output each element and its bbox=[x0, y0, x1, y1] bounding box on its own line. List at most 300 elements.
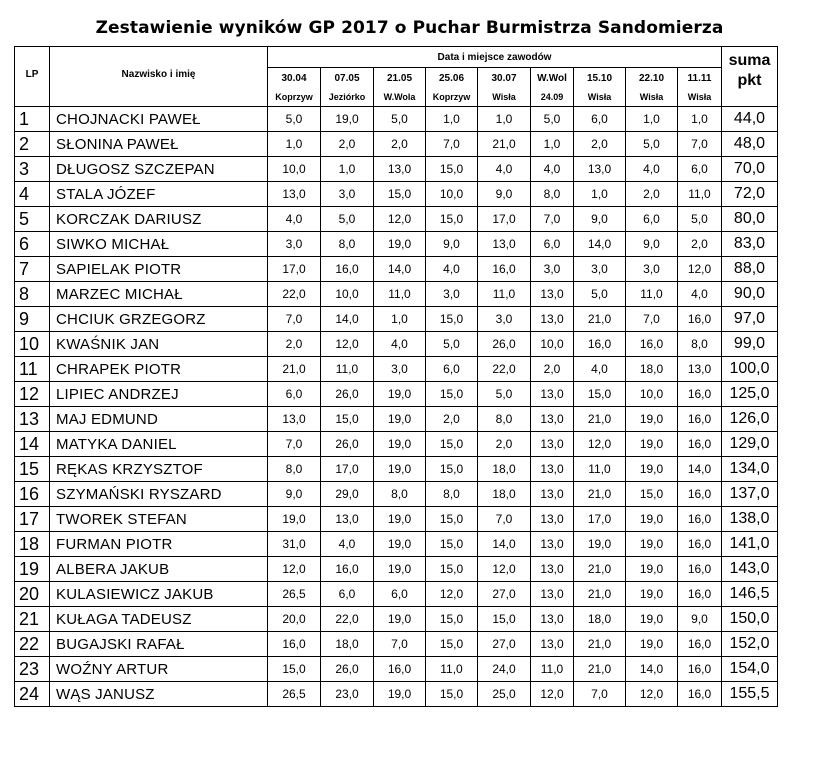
cell-score: 11,0 bbox=[321, 357, 374, 382]
cell-score: 16,0 bbox=[678, 507, 722, 532]
cell-score: 19,0 bbox=[268, 507, 321, 532]
cell-score: 13,0 bbox=[321, 507, 374, 532]
cell-score: 12,0 bbox=[678, 257, 722, 282]
cell-score: 3,0 bbox=[268, 232, 321, 257]
cell-score: 15,0 bbox=[426, 632, 478, 657]
cell-score: 11,0 bbox=[426, 657, 478, 682]
cell-score: 6,0 bbox=[268, 382, 321, 407]
cell-score: 5,0 bbox=[426, 332, 478, 357]
cell-score: 21,0 bbox=[574, 657, 626, 682]
cell-score: 13,0 bbox=[531, 582, 574, 607]
cell-score: 16,0 bbox=[574, 332, 626, 357]
cell-name: STALA JÓZEF bbox=[50, 182, 268, 207]
cell-score: 21,0 bbox=[574, 632, 626, 657]
table-row bbox=[15, 582, 778, 607]
cell-score: 4,0 bbox=[574, 357, 626, 382]
header-event-place: Wisła bbox=[574, 88, 626, 107]
cell-name: KUŁAGA TADEUSZ bbox=[50, 607, 268, 632]
cell-score: 15,0 bbox=[426, 557, 478, 582]
cell-score: 13,0 bbox=[374, 157, 426, 182]
cell-score: 1,0 bbox=[626, 107, 678, 132]
cell-score: 13,0 bbox=[531, 432, 574, 457]
cell-score: 7,0 bbox=[268, 432, 321, 457]
cell-score: 10,0 bbox=[626, 382, 678, 407]
cell-score: 15,0 bbox=[426, 207, 478, 232]
cell-score: 10,0 bbox=[321, 282, 374, 307]
cell-name: WOŹNY ARTUR bbox=[50, 657, 268, 682]
cell-score: 15,0 bbox=[426, 532, 478, 557]
cell-lp: 10 bbox=[15, 332, 50, 357]
cell-score: 7,0 bbox=[531, 207, 574, 232]
header-event-date: W.Wol bbox=[531, 68, 574, 89]
cell-score: 4,0 bbox=[268, 207, 321, 232]
cell-score: 13,0 bbox=[478, 232, 531, 257]
cell-lp: 24 bbox=[15, 682, 50, 707]
cell-score: 1,0 bbox=[426, 107, 478, 132]
cell-score: 12,0 bbox=[574, 432, 626, 457]
cell-score: 11,0 bbox=[531, 657, 574, 682]
cell-lp: 13 bbox=[15, 407, 50, 432]
cell-sum: 137,0 bbox=[722, 482, 778, 507]
cell-score: 19,0 bbox=[626, 532, 678, 557]
cell-score: 4,0 bbox=[478, 157, 531, 182]
cell-score: 2,0 bbox=[626, 182, 678, 207]
cell-score: 21,0 bbox=[268, 357, 321, 382]
cell-score: 19,0 bbox=[374, 407, 426, 432]
cell-score: 19,0 bbox=[574, 532, 626, 557]
cell-score: 14,0 bbox=[478, 532, 531, 557]
cell-score: 9,0 bbox=[678, 607, 722, 632]
cell-score: 16,0 bbox=[678, 682, 722, 707]
cell-score: 19,0 bbox=[374, 232, 426, 257]
cell-score: 9,0 bbox=[268, 482, 321, 507]
header-event-date: 30.07 bbox=[478, 68, 531, 89]
cell-sum: 48,0 bbox=[722, 132, 778, 157]
cell-score: 23,0 bbox=[321, 682, 374, 707]
cell-name: CHCIUK GRZEGORZ bbox=[50, 307, 268, 332]
table-row bbox=[15, 557, 778, 582]
header-event-date: 11.11 bbox=[678, 68, 722, 89]
header-events-group: Data i miejsce zawodów bbox=[268, 47, 722, 68]
cell-sum: 138,0 bbox=[722, 507, 778, 532]
cell-score: 19,0 bbox=[374, 457, 426, 482]
cell-sum: 129,0 bbox=[722, 432, 778, 457]
cell-score: 19,0 bbox=[626, 557, 678, 582]
cell-name: KWAŚNIK JAN bbox=[50, 332, 268, 357]
page-title: Zestawienie wyników GP 2017 o Puchar Burmistrza Sandomierza bbox=[95, 18, 724, 38]
cell-score: 2,0 bbox=[478, 432, 531, 457]
cell-lp: 11 bbox=[15, 357, 50, 382]
cell-score: 16,0 bbox=[678, 432, 722, 457]
cell-score: 19,0 bbox=[374, 382, 426, 407]
cell-lp: 12 bbox=[15, 382, 50, 407]
cell-score: 12,0 bbox=[531, 682, 574, 707]
cell-sum: 90,0 bbox=[722, 282, 778, 307]
cell-score: 5,0 bbox=[321, 207, 374, 232]
cell-score: 5,0 bbox=[374, 107, 426, 132]
cell-lp: 21 bbox=[15, 607, 50, 632]
table-row bbox=[15, 157, 778, 182]
cell-sum: 126,0 bbox=[722, 407, 778, 432]
cell-lp: 5 bbox=[15, 207, 50, 232]
cell-score: 4,0 bbox=[374, 332, 426, 357]
cell-score: 17,0 bbox=[574, 507, 626, 532]
table-row bbox=[15, 182, 778, 207]
cell-score: 1,0 bbox=[531, 132, 574, 157]
cell-score: 13,0 bbox=[531, 457, 574, 482]
cell-score: 1,0 bbox=[268, 132, 321, 157]
cell-score: 5,0 bbox=[531, 107, 574, 132]
header-name: Nazwisko i imię bbox=[50, 47, 268, 107]
header-event-place: Wisła bbox=[626, 88, 678, 107]
cell-score: 16,0 bbox=[678, 557, 722, 582]
header-event-place: Wisła bbox=[678, 88, 722, 107]
cell-score: 1,0 bbox=[321, 157, 374, 182]
cell-score: 26,0 bbox=[321, 432, 374, 457]
cell-score: 16,0 bbox=[678, 582, 722, 607]
cell-score: 22,0 bbox=[478, 357, 531, 382]
cell-score: 26,0 bbox=[321, 382, 374, 407]
cell-score: 4,0 bbox=[626, 157, 678, 182]
cell-score: 21,0 bbox=[574, 557, 626, 582]
cell-name: LIPIEC ANDRZEJ bbox=[50, 382, 268, 407]
table-row bbox=[15, 307, 778, 332]
cell-score: 16,0 bbox=[678, 657, 722, 682]
cell-score: 2,0 bbox=[268, 332, 321, 357]
cell-score: 8,0 bbox=[531, 182, 574, 207]
cell-score: 12,0 bbox=[426, 582, 478, 607]
table-row bbox=[15, 432, 778, 457]
cell-score: 2,0 bbox=[574, 132, 626, 157]
cell-lp: 14 bbox=[15, 432, 50, 457]
cell-score: 15,0 bbox=[426, 157, 478, 182]
cell-name: SIWKO MICHAŁ bbox=[50, 232, 268, 257]
cell-score: 7,0 bbox=[478, 507, 531, 532]
table-row bbox=[15, 632, 778, 657]
cell-score: 15,0 bbox=[426, 607, 478, 632]
cell-score: 19,0 bbox=[374, 557, 426, 582]
cell-score: 29,0 bbox=[321, 482, 374, 507]
cell-score: 21,0 bbox=[574, 582, 626, 607]
cell-score: 17,0 bbox=[478, 207, 531, 232]
cell-score: 14,0 bbox=[321, 307, 374, 332]
cell-score: 15,0 bbox=[268, 657, 321, 682]
cell-score: 9,0 bbox=[626, 232, 678, 257]
cell-name: ALBERA JAKUB bbox=[50, 557, 268, 582]
cell-sum: 125,0 bbox=[722, 382, 778, 407]
cell-score: 19,0 bbox=[626, 432, 678, 457]
cell-score: 16,0 bbox=[374, 657, 426, 682]
cell-sum: 83,0 bbox=[722, 232, 778, 257]
cell-score: 12,0 bbox=[374, 207, 426, 232]
table-row bbox=[15, 132, 778, 157]
cell-score: 7,0 bbox=[678, 132, 722, 157]
cell-score: 13,0 bbox=[531, 557, 574, 582]
cell-score: 2,0 bbox=[426, 407, 478, 432]
cell-score: 2,0 bbox=[321, 132, 374, 157]
cell-score: 18,0 bbox=[478, 482, 531, 507]
cell-sum: 80,0 bbox=[722, 207, 778, 232]
cell-score: 6,0 bbox=[626, 207, 678, 232]
cell-score: 21,0 bbox=[574, 307, 626, 332]
cell-score: 8,0 bbox=[268, 457, 321, 482]
table-row bbox=[15, 507, 778, 532]
cell-score: 5,0 bbox=[678, 207, 722, 232]
cell-lp: 7 bbox=[15, 257, 50, 282]
cell-score: 13,0 bbox=[268, 407, 321, 432]
cell-score: 21,0 bbox=[574, 407, 626, 432]
cell-score: 12,0 bbox=[478, 557, 531, 582]
cell-score: 15,0 bbox=[478, 607, 531, 632]
cell-score: 17,0 bbox=[268, 257, 321, 282]
cell-score: 19,0 bbox=[321, 107, 374, 132]
cell-name: RĘKAS KRZYSZTOF bbox=[50, 457, 268, 482]
header-sum: suma pkt bbox=[722, 47, 778, 107]
table-row bbox=[15, 482, 778, 507]
cell-score: 13,0 bbox=[268, 182, 321, 207]
cell-score: 19,0 bbox=[374, 607, 426, 632]
cell-name: CHRAPEK PIOTR bbox=[50, 357, 268, 382]
cell-score: 13,0 bbox=[531, 407, 574, 432]
cell-score: 13,0 bbox=[678, 357, 722, 382]
cell-sum: 44,0 bbox=[722, 107, 778, 132]
cell-score: 15,0 bbox=[374, 182, 426, 207]
cell-lp: 1 bbox=[15, 107, 50, 132]
cell-sum: 134,0 bbox=[722, 457, 778, 482]
table-row bbox=[15, 607, 778, 632]
cell-score: 7,0 bbox=[426, 132, 478, 157]
cell-score: 16,0 bbox=[626, 332, 678, 357]
cell-score: 11,0 bbox=[626, 282, 678, 307]
cell-score: 19,0 bbox=[626, 507, 678, 532]
cell-score: 6,0 bbox=[374, 582, 426, 607]
table-row bbox=[15, 257, 778, 282]
cell-name: FURMAN PIOTR bbox=[50, 532, 268, 557]
table-row bbox=[15, 282, 778, 307]
cell-score: 15,0 bbox=[426, 507, 478, 532]
cell-score: 18,0 bbox=[574, 607, 626, 632]
cell-score: 13,0 bbox=[531, 282, 574, 307]
table-row bbox=[15, 232, 778, 257]
cell-score: 2,0 bbox=[531, 357, 574, 382]
cell-score: 19,0 bbox=[626, 607, 678, 632]
header-event-date: 07.05 bbox=[321, 68, 374, 89]
header-event-date: 30.04 bbox=[268, 68, 321, 89]
header-event-place: Koprzyw bbox=[426, 88, 478, 107]
cell-score: 4,0 bbox=[321, 532, 374, 557]
cell-score: 3,0 bbox=[478, 307, 531, 332]
cell-score: 26,5 bbox=[268, 682, 321, 707]
cell-score: 19,0 bbox=[374, 432, 426, 457]
cell-lp: 16 bbox=[15, 482, 50, 507]
cell-score: 22,0 bbox=[321, 607, 374, 632]
cell-score: 19,0 bbox=[374, 532, 426, 557]
cell-lp: 23 bbox=[15, 657, 50, 682]
header-event-place: 24.09 bbox=[531, 88, 574, 107]
cell-score: 4,0 bbox=[531, 157, 574, 182]
cell-score: 6,0 bbox=[678, 157, 722, 182]
cell-score: 27,0 bbox=[478, 582, 531, 607]
table-row bbox=[15, 382, 778, 407]
cell-score: 16,0 bbox=[478, 257, 531, 282]
cell-name: CHOJNACKI PAWEŁ bbox=[50, 107, 268, 132]
table-row bbox=[15, 457, 778, 482]
table-row bbox=[15, 332, 778, 357]
cell-lp: 3 bbox=[15, 157, 50, 182]
cell-name: BUGAJSKI RAFAŁ bbox=[50, 632, 268, 657]
cell-score: 21,0 bbox=[574, 482, 626, 507]
cell-score: 19,0 bbox=[626, 457, 678, 482]
cell-score: 16,0 bbox=[678, 382, 722, 407]
cell-lp: 22 bbox=[15, 632, 50, 657]
cell-lp: 15 bbox=[15, 457, 50, 482]
header-event-date: 22.10 bbox=[626, 68, 678, 89]
cell-score: 6,0 bbox=[321, 582, 374, 607]
cell-score: 3,0 bbox=[321, 182, 374, 207]
cell-lp: 20 bbox=[15, 582, 50, 607]
cell-score: 18,0 bbox=[321, 632, 374, 657]
cell-sum: 141,0 bbox=[722, 532, 778, 557]
cell-score: 1,0 bbox=[574, 182, 626, 207]
table-row bbox=[15, 682, 778, 707]
cell-score: 15,0 bbox=[426, 682, 478, 707]
table-row bbox=[15, 657, 778, 682]
cell-score: 16,0 bbox=[678, 482, 722, 507]
header-event-place: Jeziórko bbox=[321, 88, 374, 107]
cell-score: 15,0 bbox=[426, 432, 478, 457]
cell-score: 22,0 bbox=[268, 282, 321, 307]
cell-score: 14,0 bbox=[626, 657, 678, 682]
cell-score: 1,0 bbox=[678, 107, 722, 132]
cell-score: 6,0 bbox=[426, 357, 478, 382]
cell-score: 13,0 bbox=[531, 307, 574, 332]
cell-score: 24,0 bbox=[478, 657, 531, 682]
cell-score: 19,0 bbox=[626, 582, 678, 607]
cell-name: SŁONINA PAWEŁ bbox=[50, 132, 268, 157]
cell-score: 13,0 bbox=[531, 507, 574, 532]
cell-score: 26,0 bbox=[321, 657, 374, 682]
cell-name: SZYMAŃSKI RYSZARD bbox=[50, 482, 268, 507]
header-event-place: Wisła bbox=[478, 88, 531, 107]
cell-score: 3,0 bbox=[531, 257, 574, 282]
cell-score: 31,0 bbox=[268, 532, 321, 557]
cell-score: 1,0 bbox=[374, 307, 426, 332]
header-event-date: 15.10 bbox=[574, 68, 626, 89]
cell-lp: 17 bbox=[15, 507, 50, 532]
cell-name: WĄS JANUSZ bbox=[50, 682, 268, 707]
cell-sum: 150,0 bbox=[722, 607, 778, 632]
cell-score: 15,0 bbox=[626, 482, 678, 507]
cell-score: 14,0 bbox=[374, 257, 426, 282]
cell-score: 13,0 bbox=[531, 482, 574, 507]
cell-score: 7,0 bbox=[574, 682, 626, 707]
cell-sum: 99,0 bbox=[722, 332, 778, 357]
cell-score: 15,0 bbox=[574, 382, 626, 407]
cell-score: 15,0 bbox=[321, 407, 374, 432]
cell-score: 2,0 bbox=[374, 132, 426, 157]
header-lp: LP bbox=[15, 47, 50, 107]
cell-score: 11,0 bbox=[574, 457, 626, 482]
cell-score: 10,0 bbox=[268, 157, 321, 182]
cell-sum: 88,0 bbox=[722, 257, 778, 282]
cell-score: 11,0 bbox=[678, 182, 722, 207]
header-event-date: 25.06 bbox=[426, 68, 478, 89]
cell-name: TWOREK STEFAN bbox=[50, 507, 268, 532]
cell-score: 20,0 bbox=[268, 607, 321, 632]
cell-score: 6,0 bbox=[531, 232, 574, 257]
table-row bbox=[15, 407, 778, 432]
cell-sum: 97,0 bbox=[722, 307, 778, 332]
cell-sum: 143,0 bbox=[722, 557, 778, 582]
cell-score: 2,0 bbox=[678, 232, 722, 257]
cell-score: 27,0 bbox=[478, 632, 531, 657]
cell-score: 5,0 bbox=[268, 107, 321, 132]
cell-score: 19,0 bbox=[626, 632, 678, 657]
table-row bbox=[15, 207, 778, 232]
cell-score: 11,0 bbox=[374, 282, 426, 307]
cell-score: 8,0 bbox=[426, 482, 478, 507]
cell-score: 21,0 bbox=[478, 132, 531, 157]
cell-score: 5,0 bbox=[478, 382, 531, 407]
cell-score: 16,0 bbox=[268, 632, 321, 657]
cell-score: 13,0 bbox=[531, 607, 574, 632]
cell-score: 18,0 bbox=[626, 357, 678, 382]
table-row bbox=[15, 357, 778, 382]
cell-lp: 6 bbox=[15, 232, 50, 257]
cell-score: 9,0 bbox=[426, 232, 478, 257]
table-row bbox=[15, 532, 778, 557]
cell-score: 12,0 bbox=[268, 557, 321, 582]
cell-score: 7,0 bbox=[626, 307, 678, 332]
cell-score: 14,0 bbox=[574, 232, 626, 257]
cell-lp: 9 bbox=[15, 307, 50, 332]
cell-lp: 8 bbox=[15, 282, 50, 307]
cell-score: 8,0 bbox=[678, 332, 722, 357]
cell-score: 19,0 bbox=[374, 682, 426, 707]
cell-score: 7,0 bbox=[268, 307, 321, 332]
cell-score: 16,0 bbox=[678, 407, 722, 432]
cell-sum: 70,0 bbox=[722, 157, 778, 182]
results-table bbox=[14, 46, 778, 707]
cell-score: 25,0 bbox=[478, 682, 531, 707]
cell-score: 4,0 bbox=[426, 257, 478, 282]
cell-score: 10,0 bbox=[426, 182, 478, 207]
cell-score: 6,0 bbox=[574, 107, 626, 132]
cell-score: 13,0 bbox=[531, 382, 574, 407]
cell-lp: 2 bbox=[15, 132, 50, 157]
cell-score: 19,0 bbox=[374, 507, 426, 532]
cell-sum: 100,0 bbox=[722, 357, 778, 382]
cell-score: 16,0 bbox=[678, 307, 722, 332]
cell-sum: 72,0 bbox=[722, 182, 778, 207]
cell-name: KULASIEWICZ JAKUB bbox=[50, 582, 268, 607]
cell-score: 14,0 bbox=[678, 457, 722, 482]
cell-score: 13,0 bbox=[531, 632, 574, 657]
cell-score: 8,0 bbox=[374, 482, 426, 507]
cell-lp: 4 bbox=[15, 182, 50, 207]
cell-score: 8,0 bbox=[321, 232, 374, 257]
header-event-date: 21.05 bbox=[374, 68, 426, 89]
cell-name: KORCZAK DARIUSZ bbox=[50, 207, 268, 232]
cell-name: MARZEC MICHAŁ bbox=[50, 282, 268, 307]
cell-score: 3,0 bbox=[574, 257, 626, 282]
cell-score: 5,0 bbox=[626, 132, 678, 157]
cell-score: 15,0 bbox=[426, 307, 478, 332]
table-body bbox=[15, 107, 778, 707]
cell-score: 8,0 bbox=[478, 407, 531, 432]
cell-score: 13,0 bbox=[531, 532, 574, 557]
header-event-place: Koprzyw bbox=[268, 88, 321, 107]
